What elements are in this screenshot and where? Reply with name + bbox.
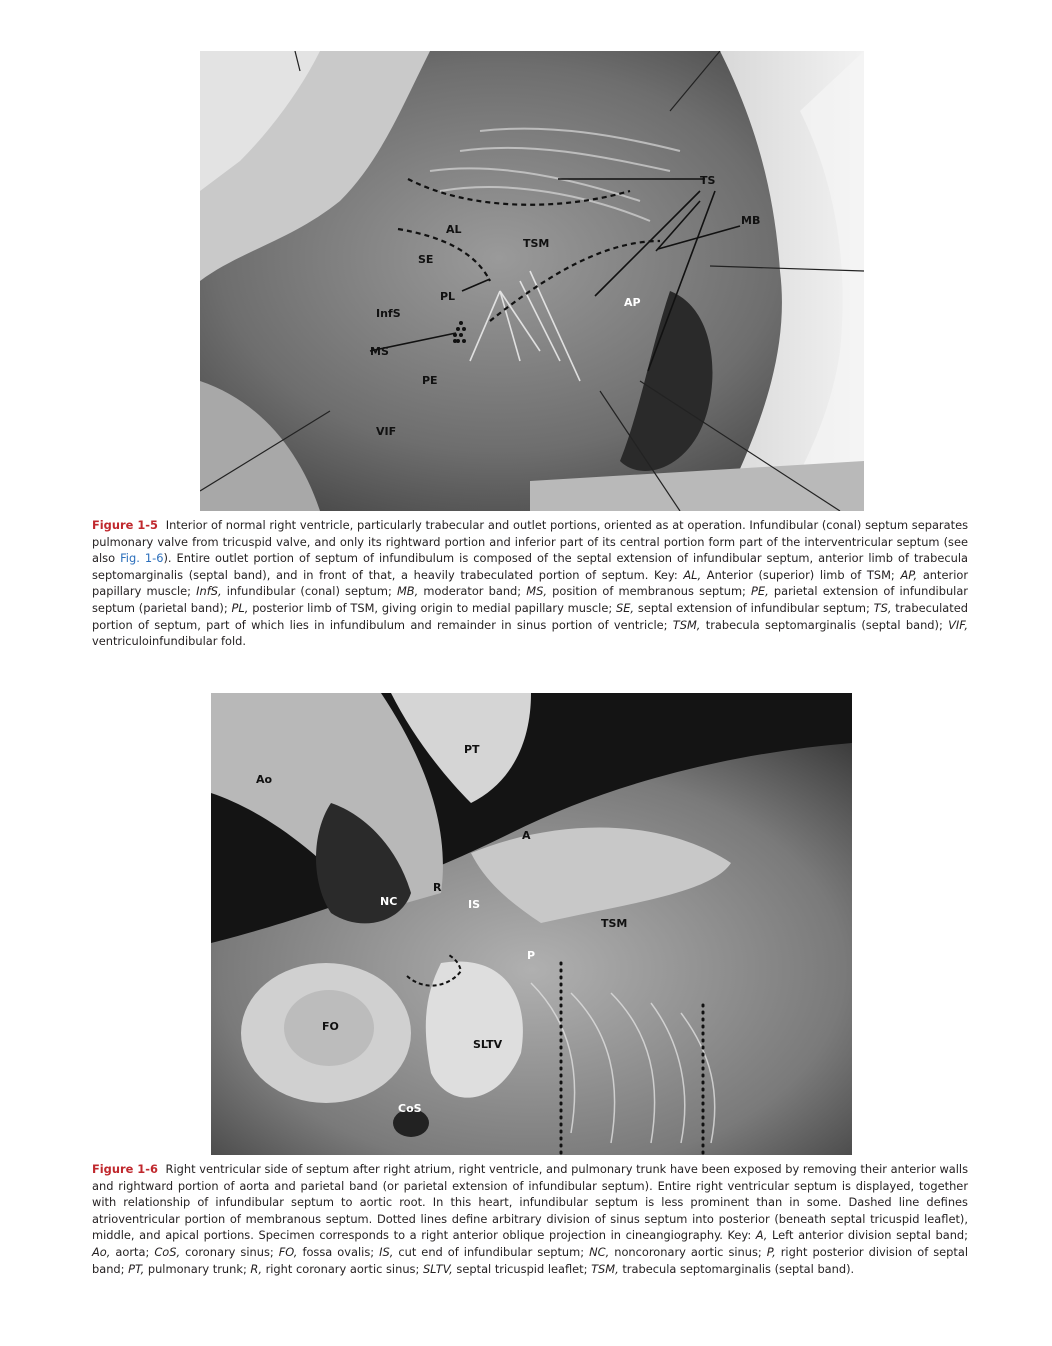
- key-desc: infundibular (conal) septum;: [221, 584, 397, 599]
- key-desc: coronary sinus;: [180, 1244, 279, 1259]
- label-infs: InfS: [376, 307, 401, 320]
- key-abbr: TS,: [873, 600, 892, 615]
- key-abbr: TSM,: [672, 617, 701, 632]
- key-abbr: A,: [755, 1228, 768, 1243]
- label-ap: AP: [624, 296, 641, 309]
- key-abbr: PT,: [128, 1261, 145, 1276]
- key-abbr: MS,: [526, 584, 547, 599]
- key-desc: Left anterior division septal band;: [767, 1228, 968, 1243]
- label-r: R: [433, 881, 442, 894]
- figure-reference-link[interactable]: Fig. 1-6: [120, 551, 164, 566]
- key-desc: anterior papillary muscle;: [92, 567, 969, 599]
- label-tsm: TSM: [523, 237, 550, 250]
- key-abbr: AP,: [900, 567, 918, 582]
- key-abbr: VIF,: [948, 617, 968, 632]
- label-nc: NC: [380, 895, 398, 908]
- figure-1-6-label: Figure 1-6: [92, 1162, 158, 1176]
- key-desc: moderator band;: [418, 584, 527, 599]
- figure-1-5-label: Figure 1-5: [92, 518, 158, 532]
- label-is: IS: [468, 898, 481, 911]
- label-se: SE: [418, 253, 434, 266]
- label-tsm: TSM: [601, 917, 628, 930]
- label-pl: PL: [440, 290, 456, 303]
- key-abbr: PL,: [231, 600, 249, 615]
- key-abbr: P,: [766, 1244, 776, 1259]
- key-abbr: PE,: [751, 584, 769, 599]
- key-desc: posterior limb of TSM, giving origin to medial papillary muscle;: [248, 600, 616, 615]
- figure-1-6-photo: [211, 693, 852, 1155]
- key-abbr: AL,: [683, 567, 702, 582]
- key-desc: parietal extension of infundibular septum (parietal band);: [92, 584, 968, 615]
- key-abbr: Ao,: [92, 1244, 111, 1259]
- key-desc: cut end of infundibular septum;: [393, 1244, 590, 1259]
- caption-text: ). Entire outlet portion of septum of infundibulum is composed of the septal extension of infundibular septum, anterior limb of trabecula septomarginalis (septal band), and in front of that, a heavily trabeculated portion of septum. Key:: [92, 551, 968, 582]
- key-abbr: InfS,: [196, 584, 222, 599]
- key-abbr: NC,: [589, 1244, 610, 1259]
- figure-1-6-caption: [92, 1161, 968, 1277]
- label-pt: PT: [464, 743, 480, 756]
- figure-1-5-illustration: [200, 51, 864, 511]
- label-sltv: SLTV: [473, 1038, 503, 1051]
- key-abbr: FO,: [278, 1244, 298, 1259]
- label-cos: CoS: [398, 1102, 422, 1115]
- key-desc: septal extension of infundibular septum;: [634, 600, 874, 615]
- figure-1-5-photo: [200, 51, 864, 511]
- key-desc: trabecula septomarginalis (septal band);: [700, 617, 949, 632]
- key-desc: Anterior (superior) limb of TSM;: [701, 567, 901, 582]
- label-al: AL: [446, 223, 462, 236]
- key-abbr: TSM,: [591, 1261, 619, 1276]
- label-fo: FO: [322, 1020, 339, 1033]
- label-mb: MB: [741, 214, 761, 227]
- key-desc: fossa ovalis;: [297, 1244, 380, 1259]
- key-desc: noncoronary aortic sinus;: [609, 1244, 767, 1259]
- key-abbr: IS,: [379, 1244, 394, 1259]
- key-desc: trabecula septomarginalis (septal band).: [618, 1261, 855, 1276]
- caption-text: Right ventricular side of septum after right atrium, right ventricle, and pulmonary trunk have been exposed by removing their anterior walls and rightward portion of aorta and parietal band (or parietal extension of infundibular septum). Entire right ventricular septum is displayed, together with relationship of infundibular septum to aortic root. In this heart, infundibular septum is less prominent than in some. Dashed line defines atrioventricular portion of membranous septum. Dotted lines define arbitrary division of sinus septum into posterior (beneath septal tricuspid leaflet), middle, and apical portions. Specimen corresponds to a right anterior oblique projection in cineangiography. Key:: [92, 1162, 968, 1243]
- label-pe: PE: [422, 374, 438, 387]
- key-abbr: MB,: [396, 584, 419, 599]
- key-abbr: R,: [250, 1261, 262, 1276]
- key-desc: aorta;: [110, 1244, 155, 1259]
- figure-1-5-caption: [92, 517, 968, 650]
- key-abbr: SE,: [616, 600, 635, 615]
- key-desc: position of membranous septum;: [546, 584, 752, 599]
- figure-1-6-illustration: [211, 693, 852, 1155]
- label-vif: VIF: [376, 425, 397, 438]
- label-p: P: [527, 949, 536, 962]
- caption-text: Interior of normal right ventricle, particularly trabecular and outlet portions, oriented as at operation. Infundibular (conal) septum separates pulmonary valve from tricuspid valve, and only its rightward portion and inferior part of its central portion form part of the interventricular septum (see also: [92, 518, 969, 566]
- label-a: A: [522, 829, 531, 842]
- label-ms: MS: [370, 345, 389, 358]
- key-desc: trabeculated portion of septum, part of which lies in infundibulum and remainder in sinus portion of ventricle;: [92, 600, 968, 632]
- key-desc: right coronary aortic sinus;: [261, 1261, 423, 1276]
- key-desc: septal tricuspid leaflet;: [452, 1261, 592, 1276]
- key-abbr: CoS,: [154, 1244, 181, 1259]
- key-abbr: SLTV,: [422, 1261, 453, 1276]
- key-desc: pulmonary trunk;: [144, 1261, 251, 1276]
- label-ts: TS: [700, 174, 716, 187]
- key-desc: right posterior division of septal band;: [92, 1244, 969, 1276]
- label-ao: Ao: [256, 773, 273, 786]
- key-desc: ventriculoinfundibular fold.: [92, 634, 247, 649]
